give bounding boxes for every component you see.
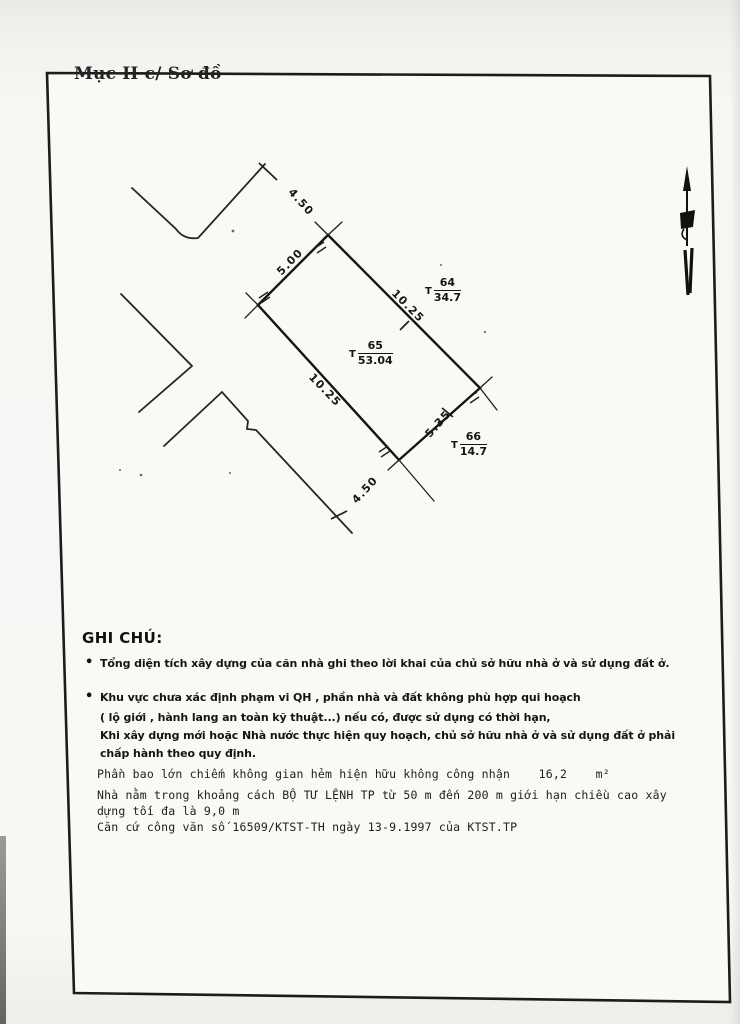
parcel-label-64 [425,277,461,304]
notes-heading: GHI CHÚ: [82,629,163,647]
bullet-dot: • [85,655,94,670]
note-bullet-2-line-1: Khu vực chưa xác định phạm vi QH , phần nhà và đất không phù hợp qui hoạch [100,691,581,704]
parcel-area: 14.7 [459,445,487,458]
note-bullet-2-line-4: chấp hành theo quy định. [100,747,256,760]
dim-edge-sw: 10.25 [306,370,344,410]
parcel-prefix: T [451,440,458,451]
parcel-number: 66 [460,431,487,445]
parcel-label-66 [451,431,487,458]
dim-edge-ne: 10.25 [388,286,428,326]
typed-note-line-3: dựng tối đa là 9,0 m [97,804,240,818]
photo-edge-shadow [730,0,740,1024]
dim-road-top: 4.50 [285,185,317,219]
section-title: Mục II c/ Sơ đồ [74,64,222,84]
dim-road-bottom: 4.50 [349,473,381,507]
typed-note-line-1: Phần bao lớn chiếm không gian hẻm hiện hữu không công nhận 16,2 m² [97,767,610,781]
document-frame [47,73,730,1002]
typed-note-line-2: Nhà nằm trong khoảng cách BỘ TƯ LỆNH TP từ 50 m đến 200 m giới hạn chiều cao xây [97,788,667,802]
parcel-area: 53.04 [357,354,393,367]
note-bullet-2-line-3: Khi xây dựng mới hoặc Nhà nước thực hiện quy hoạch, chủ sở hữu nhà ở và sử dụng đất ở phải [100,729,675,742]
bullet-dot: • [85,689,94,704]
note-bullet-2-line-2: ( lộ giới , hành lang an toàn kỹ thuật...) nếu có, được sử dụng có thời hạn, [100,711,551,724]
dim-edge-nw: 5.00 [274,245,306,279]
photo-edge-artifact [0,836,6,1024]
typed-note-line-4: Căn cứ công văn số 16509/KTST-TH ngày 13-9.1997 của KTST.TP [97,820,518,834]
parcel-number: 64 [434,277,461,291]
parcel-label-65 [349,340,393,367]
note-bullet-1: Tổng diện tích xây dựng của căn nhà ghi theo lời khai của chủ sở hữu nhà ở và sử dụng đất ở. [100,657,670,670]
parcel-prefix: T [349,349,356,360]
parcel-number: 65 [358,340,393,354]
parcel-area: 34.7 [433,291,461,304]
parcel-prefix: T [425,286,432,297]
dim-edge-se: 5.35 [422,407,454,441]
